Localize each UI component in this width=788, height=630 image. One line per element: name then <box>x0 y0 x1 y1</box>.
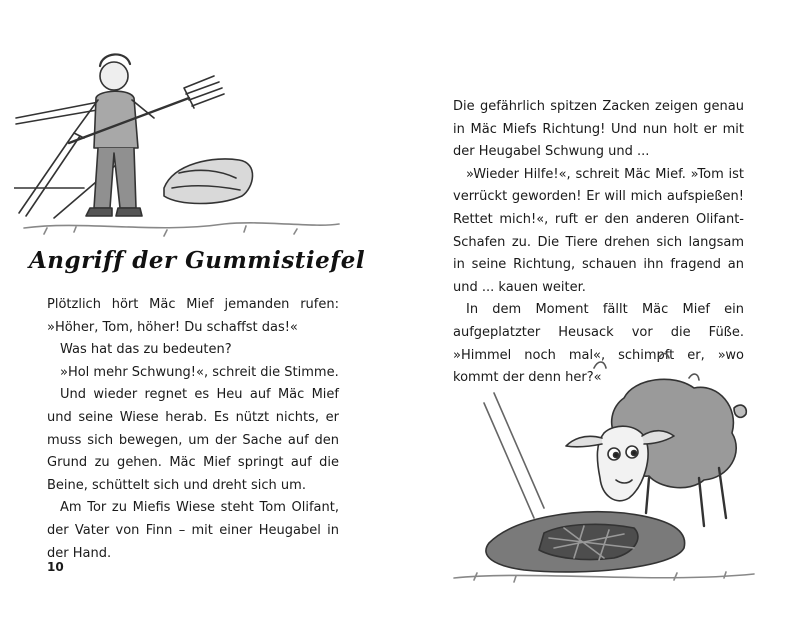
sheep-with-hay-sack-illustration <box>434 348 764 588</box>
paragraph: Was hat das zu bedeuten? <box>60 342 232 358</box>
chapter-title: Angriff der Gummistiefel <box>28 247 366 274</box>
left-body-text <box>47 294 339 565</box>
page-number: 10 <box>47 560 64 574</box>
right-body-text <box>453 96 744 390</box>
paragraph: In dem Moment fällt Mäc Mief ein aufgeplatzter Heusack vor die Füße. »Himmel noch mal«, schimpft er, »wo kommt der denn her?« <box>453 302 744 386</box>
right-page <box>394 0 788 630</box>
paragraph: Am Tor zu Miefis Wiese steht Tom Olifant, der Vater von Finn – mit einer Heugabel in der Hand. <box>47 500 339 561</box>
paragraph: »Hol mehr Schwung!«, schreit die Stimme. <box>60 364 339 380</box>
farmer-with-pitchfork-illustration <box>14 38 344 248</box>
paragraph: Und wieder regnet es Heu auf Mäc Mief und seine Wiese herab. Es nützt nichts, er muss sich bewegen, um der Sache auf den Grund zu gehen. Mäc Mief springt auf die Beine, schüttelt sich und dreht sich um. <box>47 387 339 493</box>
paragraph: Plötzlich hört Mäc Mief jemanden rufen: »Höher, Tom, höher! Du schaffst das!« <box>47 297 339 335</box>
paragraph: Die gefährlich spitzen Zacken zeigen genau in Mäc Miefs Richtung! Und nun holt er mit der Heugabel Schwung und ... <box>453 99 744 160</box>
paragraph: »Wieder Hilfe!«, schreit Mäc Mief. »Tom ist verrückt geworden! Er will mich aufspießen! Rettet mich!«, ruft er den anderen Olifant-Schafen zu. Die Tiere drehen sich langsam in seine Richtung, schauen ihn fragend an und ... kauen weiter. <box>453 166 744 295</box>
